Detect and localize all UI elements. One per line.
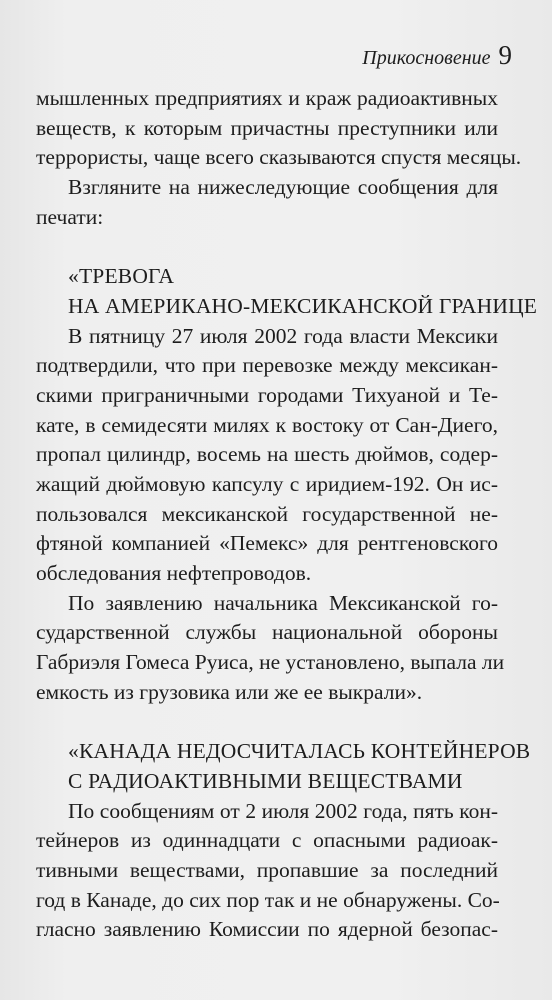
paragraph-look bbox=[36, 173, 498, 232]
text-line: год в Канаде, до сих пор так и не обнаружены. Со- bbox=[36, 887, 500, 912]
text-line: террористы, чаще всего сказываются спустя месяцы. bbox=[36, 145, 522, 170]
text-line: По заявлению начальника Мексиканской го- bbox=[68, 590, 498, 615]
text-line: гласно заявлению Комиссии по ядерной безопас- bbox=[36, 917, 498, 942]
text-line: мышленных предприятиях и краж радиоактивных bbox=[36, 86, 498, 110]
heading-line: «КАНАДА НЕДОСЧИТАЛАСЬ КОНТЕЙНЕРОВ bbox=[68, 739, 531, 764]
paragraph-mexico-2 bbox=[36, 589, 505, 708]
text-line: сударственной службы национальной обороны bbox=[36, 620, 498, 645]
text-line: жащий дюймовую капсулу с иридием-192. Он ис- bbox=[36, 471, 498, 496]
body-text bbox=[36, 84, 538, 945]
paragraph-mexico-1 bbox=[36, 322, 498, 589]
text-line: пользовался мексиканской государственной не- bbox=[36, 501, 498, 526]
news-heading-2 bbox=[36, 737, 531, 796]
page-number: 9 bbox=[498, 40, 512, 70]
heading-line: «ТРЕВОГА bbox=[68, 264, 175, 289]
text-line: скими приграничными городами Тихуаной и Те- bbox=[36, 382, 498, 407]
text-line: подтвердили, что при перевозке между мексикан- bbox=[36, 353, 498, 378]
text-line: Габриэля Гомеса Руиса, не установлено, выпала ли bbox=[36, 650, 505, 675]
blank-line bbox=[36, 232, 498, 262]
text-line: По сообщениям от 2 июля 2002 года, пять кон- bbox=[68, 798, 498, 823]
news-heading-1 bbox=[36, 262, 538, 321]
running-head bbox=[362, 40, 512, 72]
heading-line: НА АМЕРИКАНО-МЕКСИКАНСКОЙ ГРАНИЦЕ bbox=[68, 293, 538, 318]
paragraph-canada bbox=[36, 797, 498, 945]
text-line: фтяной компанией «Пемекс» для рентгеновского bbox=[36, 531, 498, 556]
heading-line: С РАДИОАКТИВНЫМИ ВЕЩЕСТВАМИ bbox=[68, 768, 463, 793]
paragraph-intro bbox=[36, 84, 522, 173]
text-line: обследования нефтепроводов. bbox=[36, 561, 312, 585]
text-line: тивными веществами, пропавшие за последний bbox=[36, 857, 498, 882]
text-line: В пятницу 27 июля 2002 года власти Мексики bbox=[68, 323, 498, 348]
text-line: емкость из грузовика или же ее выкрали». bbox=[36, 679, 423, 704]
text-line: Взгляните на нижеследующие сообщения для bbox=[68, 175, 498, 200]
blank-line bbox=[36, 707, 498, 737]
text-line: тейнеров из одиннадцати с опасными радиоак- bbox=[36, 828, 498, 853]
text-line: кате, в семидесяти милях к востоку от Сан-Диего, bbox=[36, 412, 498, 437]
text-line: пропал цилиндр, восемь на шесть дюймов, содер- bbox=[36, 442, 498, 467]
text-line: печати: bbox=[36, 204, 104, 229]
text-line: веществ, к которым причастны преступники или bbox=[36, 115, 498, 140]
running-title: Прикосновение bbox=[362, 47, 491, 69]
